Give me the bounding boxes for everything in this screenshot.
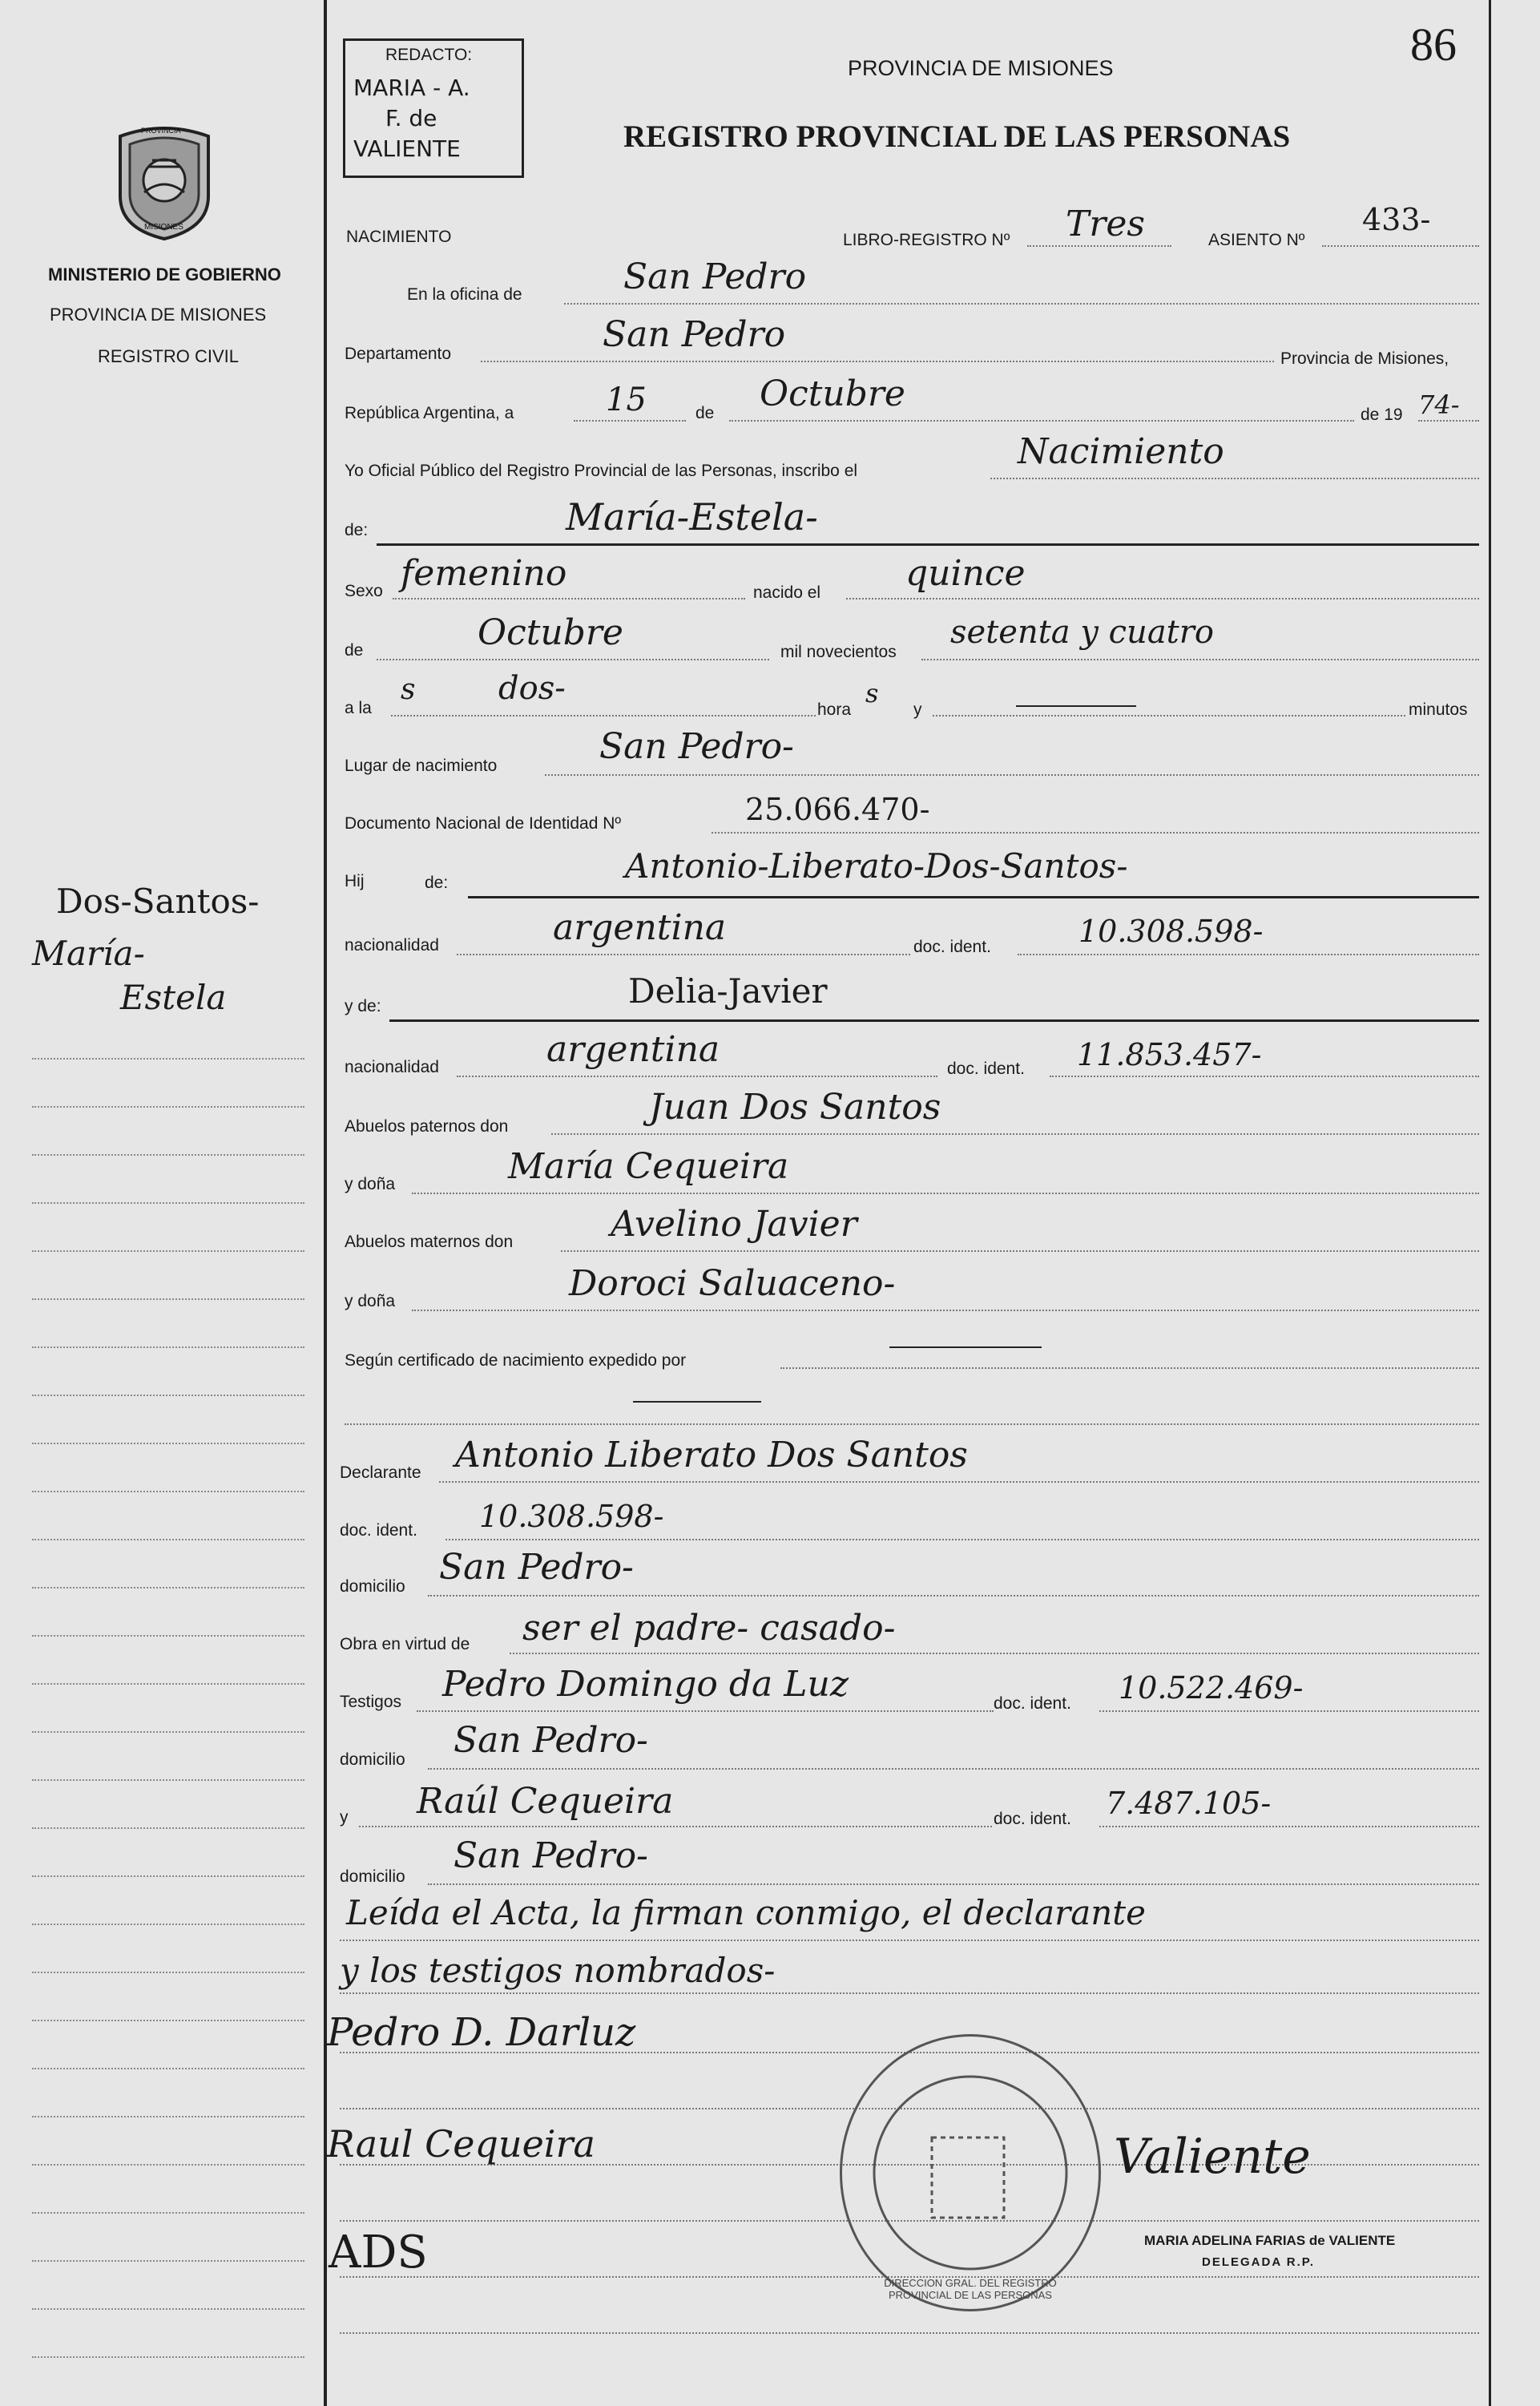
page-number: 86 — [1410, 18, 1457, 71]
value-doc-decl: 10.308.598- — [479, 1499, 664, 1534]
value-hora-num: s — [401, 673, 416, 706]
value-oficina: San Pedro — [623, 256, 807, 297]
dash-line — [1016, 705, 1136, 707]
margin-line — [32, 1395, 304, 1396]
dots — [340, 2332, 1479, 2334]
label-asiento: ASIENTO Nº — [1208, 231, 1305, 249]
dots — [417, 1710, 994, 1712]
label-lugar: Lugar de nacimiento — [345, 757, 498, 775]
label-doc-ident-t2: doc. ident. — [994, 1810, 1071, 1828]
label-domicilio-t2: domicilio — [340, 1867, 405, 1886]
provincial-seal-logo — [112, 120, 216, 240]
label-segun: Según certificado de nacimiento expedido por — [345, 1351, 687, 1370]
label-a-la: a la — [345, 699, 372, 717]
label-abuelos-maternos: Abuelos maternos don — [345, 1233, 514, 1251]
dots — [545, 774, 1479, 776]
margin-line — [32, 2116, 304, 2117]
redacto-line-1: MARIA - A. — [353, 75, 470, 101]
label-provincia-misiones: Provincia de Misiones, — [1280, 349, 1449, 368]
logo-top-text: PROVINCIA — [141, 127, 181, 135]
dots — [340, 1992, 1479, 1994]
left-registro: REGISTRO CIVIL — [98, 346, 240, 366]
value-domicilio-t2: San Pedro- — [454, 1835, 648, 1876]
value-dia: 15 — [606, 381, 647, 418]
dots — [780, 1367, 1479, 1369]
value-abuelo-pat: Juan Dos Santos — [649, 1087, 941, 1128]
value-mes: Octubre — [760, 373, 905, 414]
dots — [933, 715, 1405, 717]
label-de: de — [695, 404, 715, 422]
margin-line — [32, 1539, 304, 1540]
dots — [551, 1133, 1479, 1135]
label-y-de: y de: — [345, 997, 381, 1015]
dots — [729, 420, 1354, 422]
value-doc-t1: 10.522.469- — [1119, 1670, 1304, 1706]
margin-note-line-1: Dos-Santos- — [56, 882, 260, 921]
margin-line — [32, 1924, 304, 1925]
closing-line-1: Leída el Acta, la firman conmigo, el declarante — [346, 1893, 1147, 1932]
dots — [1018, 954, 1479, 955]
value-acto: Nacimiento — [1018, 431, 1224, 472]
label-republica: República Argentina, a — [345, 404, 514, 422]
value-hora-s: s — [865, 678, 879, 708]
label-sexo: Sexo — [345, 582, 383, 600]
margin-line — [32, 2308, 304, 2310]
margin-line — [32, 1346, 304, 1348]
value-libro: Tres — [1066, 204, 1145, 244]
margin-line — [32, 1298, 304, 1300]
margin-line — [32, 1443, 304, 1444]
dots — [428, 1883, 1479, 1885]
margin-line — [32, 1683, 304, 1685]
label-nacido-el: nacido el — [753, 583, 821, 602]
left-provincia: PROVINCIA DE MISIONES — [50, 305, 267, 325]
dots — [510, 1653, 1479, 1654]
label-domicilio-decl: domicilio — [340, 1577, 405, 1596]
dots — [428, 1768, 1479, 1770]
official-stamp — [840, 2034, 1101, 2311]
label-doc-ident-decl: doc. ident. — [340, 1521, 417, 1540]
dots — [1099, 1710, 1479, 1712]
label-yo-oficial: Yo Oficial Público del Registro Provincial de las Personas, inscribo el — [345, 462, 858, 480]
value-dni: 25.066.470- — [745, 792, 930, 827]
label-obra: Obra en virtud de — [340, 1635, 470, 1653]
label-y-testigo2: y — [340, 1808, 349, 1827]
redacto-label: REDACTO: — [385, 46, 473, 64]
redacto-line-3: VALIENTE — [353, 135, 461, 162]
redacto-box — [343, 38, 524, 178]
margin-line — [32, 1731, 304, 1733]
dots — [377, 659, 769, 660]
margin-line — [32, 1154, 304, 1156]
value-obra: ser el padre- casado- — [522, 1608, 896, 1649]
left-ministerio: MINISTERIO DE GOBIERNO — [48, 264, 281, 285]
label-y-dona-pat: y doña — [345, 1175, 396, 1193]
margin-line — [32, 1635, 304, 1637]
value-nac-padre: argentina — [553, 907, 727, 948]
margin-line — [32, 2260, 304, 2262]
value-testigo1: Pedro Domingo da Luz — [442, 1664, 849, 1705]
label-nacionalidad-padre: nacionalidad — [345, 936, 439, 955]
official-title: DELEGADA R.P. — [1202, 2255, 1316, 2269]
label-departamento: Departamento — [345, 345, 452, 363]
label-hora: hora — [817, 700, 852, 719]
margin-line — [32, 1875, 304, 1877]
label-mil-novecientos: mil novecientos — [780, 643, 897, 661]
label-hijo-de: de: — [425, 874, 449, 892]
dots — [712, 832, 1479, 834]
value-domicilio-t1: San Pedro- — [454, 1720, 648, 1761]
label-abuelos-paternos: Abuelos paternos don — [345, 1117, 509, 1136]
label-minutos: minutos — [1409, 700, 1468, 719]
label-testigos: Testigos — [340, 1693, 402, 1711]
dots — [1418, 420, 1479, 422]
margin-note-line-2: María- — [32, 934, 145, 973]
label-nacionalidad-madre: nacionalidad — [345, 1058, 439, 1076]
margin-line — [32, 2020, 304, 2021]
margin-line — [32, 1106, 304, 1108]
closing-line-2: y los testigos nombrados- — [340, 1951, 776, 1990]
label-documento: Documento Nacional de Identidad Nº — [345, 814, 622, 833]
label-hijo-prefix: Hij — [345, 872, 365, 890]
dots — [1322, 245, 1479, 247]
label-libro: LIBRO-REGISTRO Nº — [843, 231, 1010, 249]
value-nacido-el: quince — [905, 553, 1026, 594]
label-oficina: En la oficina de — [407, 285, 522, 304]
value-lugar: San Pedro- — [599, 726, 794, 767]
dots — [846, 598, 1479, 599]
margin-line — [32, 2164, 304, 2166]
line — [389, 1019, 1479, 1022]
header-title: REGISTRO PROVINCIAL DE LAS PERSONAS — [623, 119, 1291, 154]
dots — [359, 1826, 992, 1827]
dots — [428, 1595, 1479, 1597]
line — [468, 896, 1479, 898]
signature-declarante: ADS — [329, 2226, 428, 2279]
label-declarante: Declarante — [340, 1463, 421, 1482]
value-anio-nac: setenta y cuatro — [950, 614, 1214, 651]
value-hora-texto: dos- — [498, 670, 566, 707]
dash-line — [633, 1401, 761, 1403]
margin-line — [32, 1972, 304, 1973]
value-abuelo-mat: Avelino Javier — [611, 1204, 857, 1245]
value-asiento: 433- — [1362, 202, 1431, 237]
header-province: PROVINCIA DE MISIONES — [848, 56, 1114, 80]
right-edge-rule — [1489, 0, 1491, 2406]
value-nombre: María-Estela- — [566, 495, 818, 539]
stamp-text: DIRECCION GRAL. DEL REGISTRO PROVINCIAL DE LAS PERSONAS — [884, 2277, 1057, 2301]
label-domicilio-t1: domicilio — [340, 1750, 405, 1769]
redacto-line-2: F. de — [385, 105, 437, 131]
dots — [1099, 1826, 1479, 1827]
margin-line — [32, 1779, 304, 1781]
signature-testigo2: Raul Cequeira — [327, 2122, 595, 2166]
label-y-dona-mat: y doña — [345, 1292, 396, 1310]
label-de-19: de 19 — [1361, 406, 1403, 424]
dots — [391, 715, 816, 717]
value-abuela-mat: Doroci Saluaceno- — [569, 1263, 896, 1304]
value-nac-madre: argentina — [546, 1029, 720, 1070]
dots — [564, 303, 1479, 305]
dots — [412, 1193, 1479, 1194]
label-de-colon: de: — [345, 521, 369, 539]
margin-line — [32, 1250, 304, 1252]
dots — [561, 1250, 1479, 1252]
value-abuela-pat: María Cequeira — [508, 1146, 789, 1187]
dots — [412, 1310, 1479, 1311]
label-nacimiento: NACIMIENTO — [346, 228, 452, 246]
dots — [445, 1539, 1479, 1540]
label-y-minutos: y — [913, 700, 922, 719]
dots — [457, 954, 910, 955]
margin-line — [32, 1058, 304, 1060]
label-doc-ident-padre: doc. ident. — [913, 938, 991, 956]
value-doc-madre: 11.853.457- — [1077, 1037, 1262, 1072]
value-sexo: femenino — [401, 553, 567, 594]
value-departamento: San Pedro — [603, 314, 786, 355]
official-name: MARIA ADELINA FARIAS de VALIENTE — [1144, 2233, 1396, 2248]
dots — [990, 478, 1479, 479]
value-testigo2: Raúl Cequeira — [417, 1781, 674, 1822]
dots — [921, 659, 1479, 660]
dots — [340, 1940, 1479, 1941]
value-declarante: Antonio Liberato Dos Santos — [455, 1435, 968, 1475]
dash-line — [889, 1346, 1042, 1348]
line — [377, 543, 1479, 546]
margin-line — [32, 1202, 304, 1204]
label-doc-ident-t1: doc. ident. — [994, 1694, 1071, 1713]
dots — [439, 1481, 1479, 1483]
logo-bottom-text: MISIONES — [144, 223, 183, 232]
margin-line — [32, 2212, 304, 2214]
dots — [1027, 245, 1171, 247]
dots — [481, 361, 1274, 362]
dots — [457, 1076, 937, 1077]
signature-official: Valiente — [1114, 2129, 1311, 2185]
value-anio: 74- — [1418, 390, 1460, 420]
value-doc-t2: 7.487.105- — [1106, 1786, 1272, 1821]
dots — [345, 1423, 1479, 1425]
margin-line — [32, 2356, 304, 2358]
value-domicilio-decl: San Pedro- — [439, 1547, 634, 1588]
signature-testigo1: Pedro D. Darluz — [327, 2010, 636, 2055]
margin-line — [32, 1491, 304, 1492]
value-madre: Delia-Javier — [628, 971, 828, 1011]
label-de-mes: de — [345, 641, 364, 660]
value-doc-padre: 10.308.598- — [1078, 914, 1264, 949]
dots — [1050, 1076, 1479, 1077]
value-padre: Antonio-Liberato-Dos-Santos- — [625, 846, 1128, 886]
dots — [393, 598, 745, 599]
dots — [574, 420, 686, 422]
margin-line — [32, 2068, 304, 2069]
label-doc-ident-madre: doc. ident. — [947, 1060, 1025, 1078]
margin-note-line-3: Estela — [120, 978, 227, 1017]
margin-line — [32, 1587, 304, 1589]
value-mes-nac: Octubre — [478, 612, 623, 653]
margin-line — [32, 1827, 304, 1829]
